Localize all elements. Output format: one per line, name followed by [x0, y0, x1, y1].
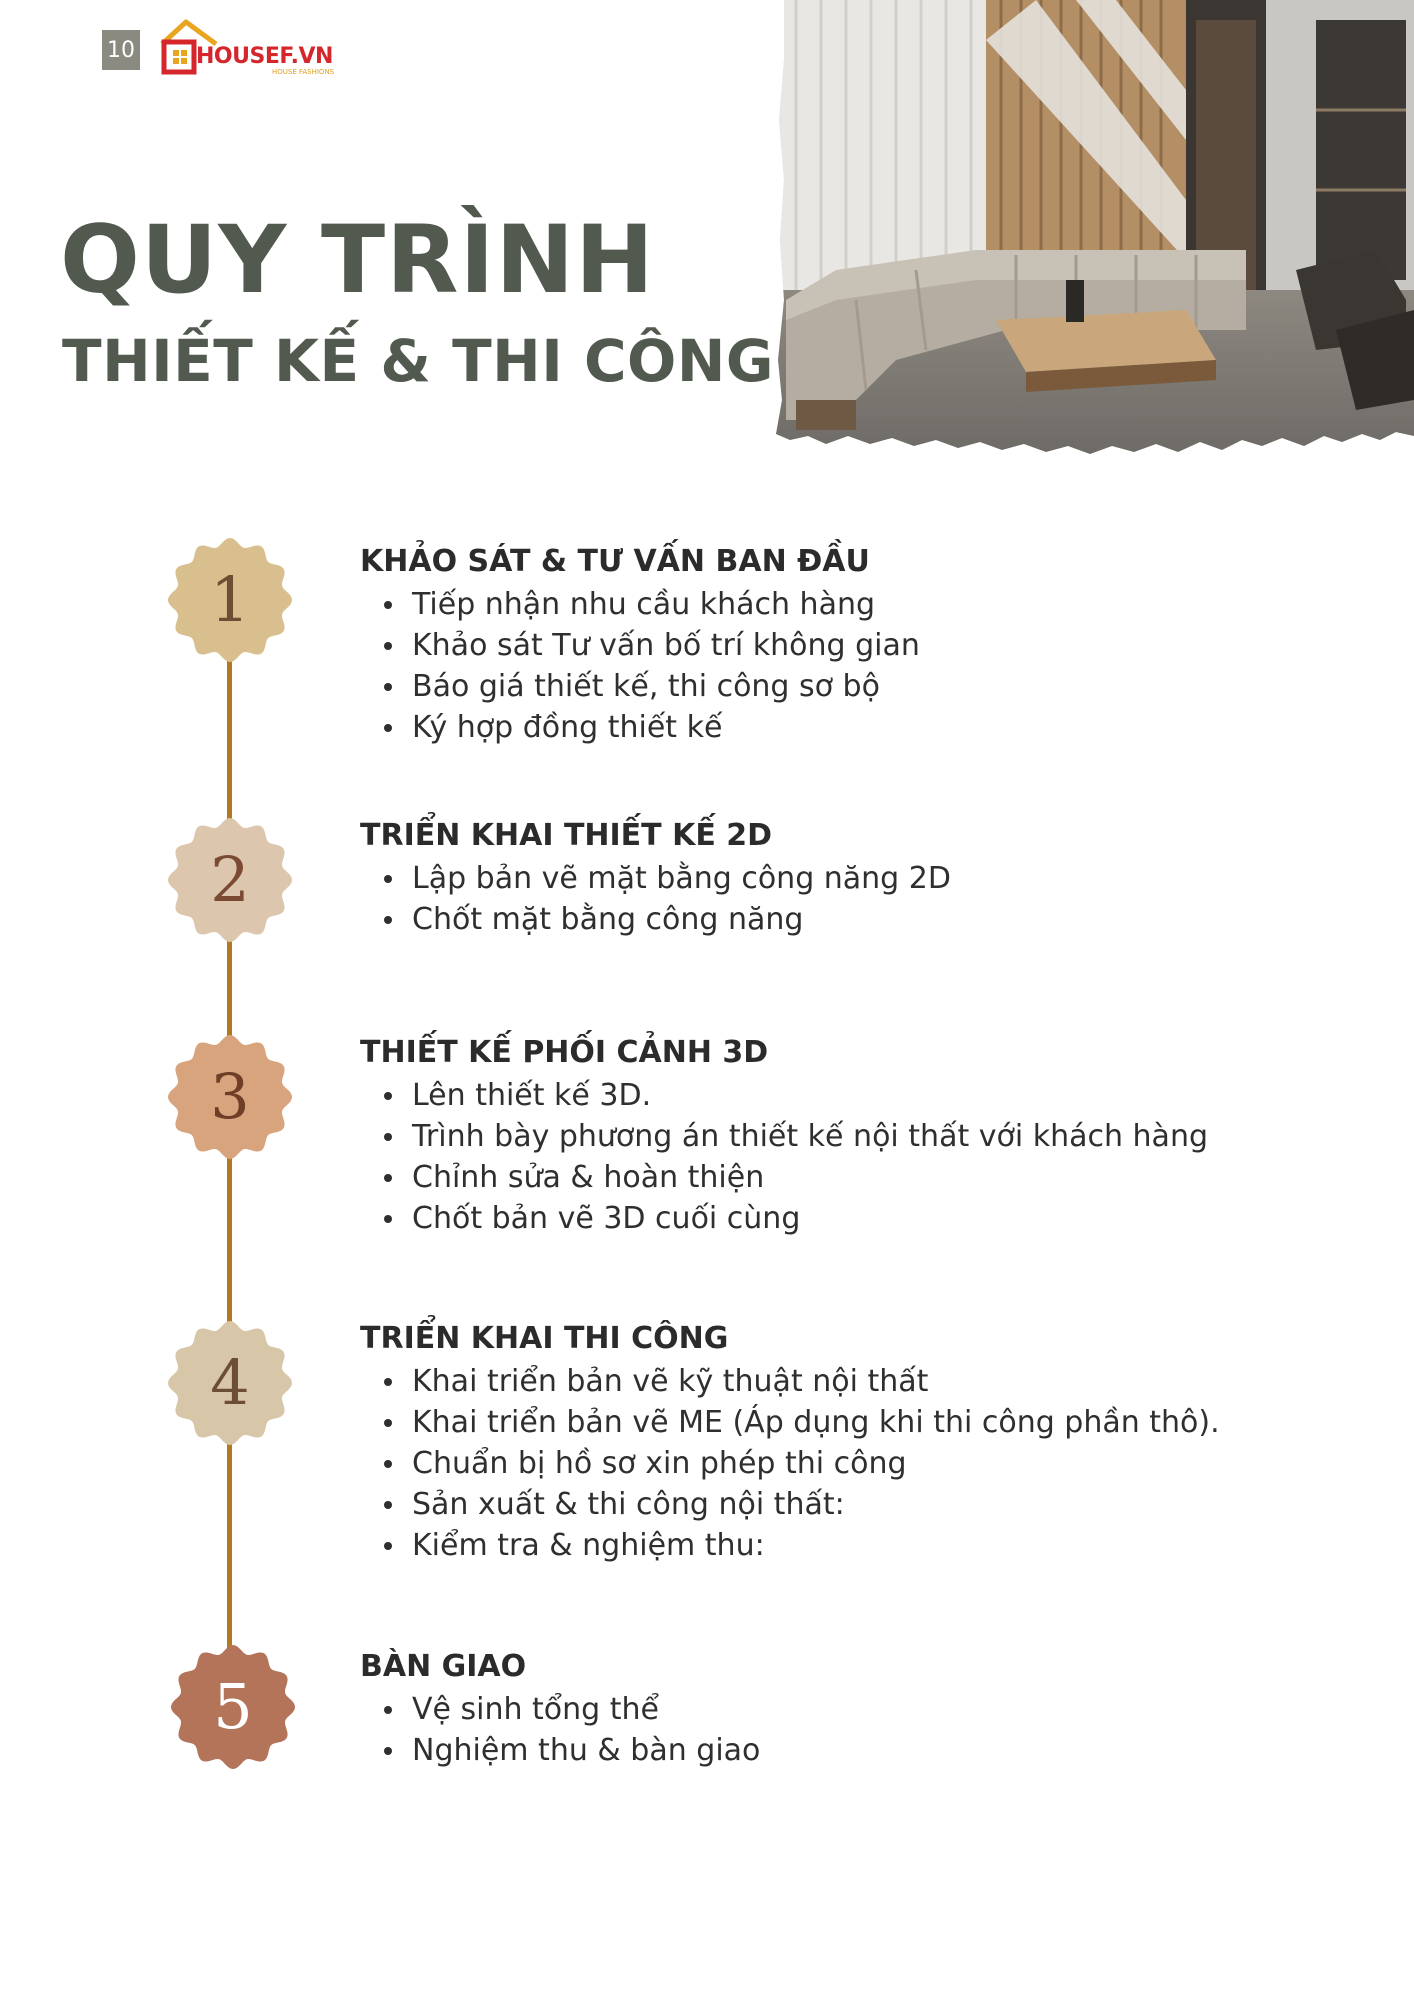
step-5-title: BÀN GIAO	[360, 1649, 527, 1684]
step-4-title: TRIỂN KHAI THI CÔNG	[360, 1321, 729, 1356]
step-4	[360, 1317, 1370, 1566]
step-4-badge	[167, 1320, 293, 1446]
list-item: Ký hợp đồng thiết kế	[412, 707, 1370, 748]
list-item: Chốt mặt bằng công năng	[412, 899, 1370, 940]
step-3-list	[360, 1075, 1370, 1239]
list-item: Khai triển bản vẽ ME (Áp dụng khi thi công phần thô).	[412, 1402, 1370, 1443]
list-item: Kiểm tra & nghiệm thu:	[412, 1525, 1370, 1566]
step-2	[360, 814, 1370, 940]
step-5-badge	[170, 1644, 296, 1770]
page-number: 10	[102, 30, 140, 70]
step-1-title: KHẢO SÁT & TƯ VẤN BAN ĐẦU	[360, 544, 870, 579]
list-item: Khai triển bản vẽ kỹ thuật nội thất	[412, 1361, 1370, 1402]
logo	[158, 14, 348, 76]
list-item: Chốt bản vẽ 3D cuối cùng	[412, 1198, 1370, 1239]
step-4-number: 4	[210, 1346, 250, 1419]
step-3-badge	[167, 1034, 293, 1160]
list-item: Lập bản vẽ mặt bằng công năng 2D	[412, 858, 1370, 899]
step-2-list	[360, 858, 1370, 940]
step-4-list	[360, 1361, 1370, 1566]
step-3-title: THIẾT KẾ PHỐI CẢNH 3D	[360, 1035, 769, 1070]
step-5	[360, 1645, 1370, 1771]
logo-text: HOUSEF.VN	[196, 44, 333, 69]
step-2-title: TRIỂN KHAI THIẾT KẾ 2D	[360, 818, 773, 853]
list-item: Nghiệm thu & bàn giao	[412, 1730, 1370, 1771]
list-item: Sản xuất & thi công nội thất:	[412, 1484, 1370, 1525]
list-item: Chuẩn bị hồ sơ xin phép thi công	[412, 1443, 1370, 1484]
step-1-badge	[167, 537, 293, 663]
logo-tagline: HOUSE FASHIONS	[272, 68, 335, 76]
list-item: Khảo sát Tư vấn bố trí không gian	[412, 625, 1370, 666]
step-1	[360, 540, 1370, 748]
list-item: Vệ sinh tổng thể	[412, 1689, 1370, 1730]
page-title: QUY TRÌNH	[60, 206, 655, 315]
step-5-list	[360, 1689, 1370, 1771]
step-3	[360, 1031, 1370, 1239]
step-3-number: 3	[210, 1060, 250, 1133]
interior-photo	[776, 0, 1414, 460]
list-item: Lên thiết kế 3D.	[412, 1075, 1370, 1116]
step-2-number: 2	[210, 843, 250, 916]
step-1-list	[360, 584, 1370, 748]
step-1-number: 1	[210, 563, 250, 636]
page-subtitle: THIẾT KẾ & THI CÔNG	[62, 327, 774, 395]
step-2-badge	[167, 817, 293, 943]
list-item: Trình bày phương án thiết kế nội thất với khách hàng	[412, 1116, 1370, 1157]
step-5-number: 5	[213, 1670, 253, 1743]
list-item: Tiếp nhận nhu cầu khách hàng	[412, 584, 1370, 625]
list-item: Chỉnh sửa & hoàn thiện	[412, 1157, 1370, 1198]
list-item: Báo giá thiết kế, thi công sơ bộ	[412, 666, 1370, 707]
